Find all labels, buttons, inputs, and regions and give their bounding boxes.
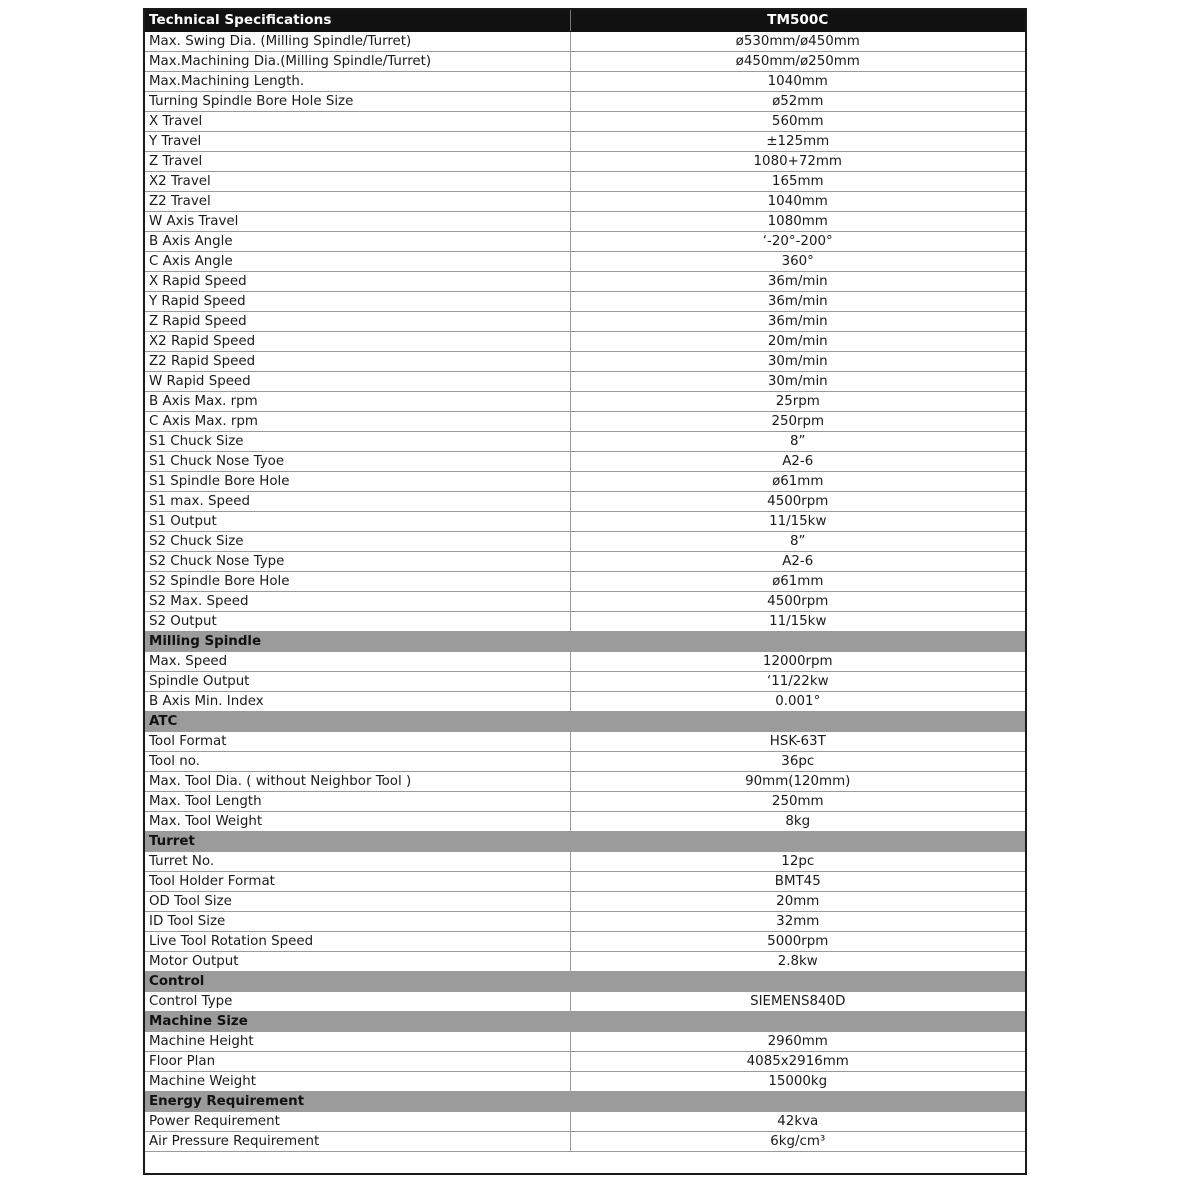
spec-label: Floor Plan — [145, 1052, 570, 1072]
spec-label: B Axis Angle — [145, 232, 570, 252]
spec-value: 25rpm — [570, 392, 1025, 412]
table-row — [145, 1112, 1025, 1132]
spec-value: 2.8kw — [570, 952, 1025, 972]
table-row — [145, 692, 1025, 712]
spec-label: Motor Output — [145, 952, 570, 972]
spec-label: Y Travel — [145, 132, 570, 152]
table-row — [145, 432, 1025, 452]
table-row — [145, 492, 1025, 512]
spec-value: SIEMENS840D — [570, 992, 1025, 1012]
spec-value: 1080mm — [570, 212, 1025, 232]
table-row — [145, 812, 1025, 832]
spec-value: 20m/min — [570, 332, 1025, 352]
spec-label: S2 Chuck Size — [145, 532, 570, 552]
spec-label: Control Type — [145, 992, 570, 1012]
spec-value: 360° — [570, 252, 1025, 272]
spec-label: C Axis Max. rpm — [145, 412, 570, 432]
spec-label: W Axis Travel — [145, 212, 570, 232]
spec-value: BMT45 — [570, 872, 1025, 892]
spec-value: A2-6 — [570, 452, 1025, 472]
section-title: Turret — [145, 832, 570, 852]
section-value-cell — [570, 712, 1025, 732]
spec-label: W Rapid Speed — [145, 372, 570, 392]
section-value-cell — [570, 1012, 1025, 1032]
table-row — [145, 72, 1025, 92]
spec-label: Power Requirement — [145, 1112, 570, 1132]
spec-sheet — [143, 8, 1027, 1175]
spec-label: X Rapid Speed — [145, 272, 570, 292]
table-row — [145, 292, 1025, 312]
section-value-cell — [570, 972, 1025, 992]
spec-value: 0.001° — [570, 692, 1025, 712]
section-header-row — [145, 1012, 1025, 1032]
table-row — [145, 192, 1025, 212]
spec-label: S1 Chuck Size — [145, 432, 570, 452]
spec-value: A2-6 — [570, 552, 1025, 572]
spec-label: Tool no. — [145, 752, 570, 772]
table-row — [145, 932, 1025, 952]
spec-label: Machine Height — [145, 1032, 570, 1052]
table-row — [145, 772, 1025, 792]
table-row — [145, 372, 1025, 392]
spec-value: 20mm — [570, 892, 1025, 912]
spec-label: X Travel — [145, 112, 570, 132]
section-title: Energy Requirement — [145, 1092, 570, 1112]
spec-label: ID Tool Size — [145, 912, 570, 932]
spec-value: 15000kg — [570, 1072, 1025, 1092]
spec-value: 1080+72mm — [570, 152, 1025, 172]
section-value-cell — [570, 832, 1025, 852]
spec-label: OD Tool Size — [145, 892, 570, 912]
table-row — [145, 112, 1025, 132]
spec-label: Max. Tool Length — [145, 792, 570, 812]
table-row — [145, 92, 1025, 112]
table-row — [145, 232, 1025, 252]
section-header-row — [145, 832, 1025, 852]
spec-value: 12000rpm — [570, 652, 1025, 672]
section-header-row — [145, 632, 1025, 652]
section-title: Control — [145, 972, 570, 992]
table-row — [145, 472, 1025, 492]
spec-value: 4500rpm — [570, 492, 1025, 512]
spec-label: Max. Tool Dia. ( without Neighbor Tool ) — [145, 772, 570, 792]
table-row — [145, 752, 1025, 772]
table-row — [145, 912, 1025, 932]
spec-label: Live Tool Rotation Speed — [145, 932, 570, 952]
table-row — [145, 252, 1025, 272]
table-row — [145, 1132, 1025, 1152]
spec-label: S1 max. Speed — [145, 492, 570, 512]
spec-value: 250mm — [570, 792, 1025, 812]
table-row — [145, 172, 1025, 192]
spec-value: 90mm(120mm) — [570, 772, 1025, 792]
spec-value: 4085x2916mm — [570, 1052, 1025, 1072]
spec-label: Spindle Output — [145, 672, 570, 692]
table-row — [145, 792, 1025, 812]
table-row — [145, 732, 1025, 752]
spec-label: B Axis Max. rpm — [145, 392, 570, 412]
table-row — [145, 272, 1025, 292]
spec-label: Max. Tool Weight — [145, 812, 570, 832]
header-model: TM500C — [570, 10, 1025, 32]
section-title: Milling Spindle — [145, 632, 570, 652]
table-row — [145, 352, 1025, 372]
spec-value: 560mm — [570, 112, 1025, 132]
spec-label: C Axis Angle — [145, 252, 570, 272]
spec-value: 36m/min — [570, 272, 1025, 292]
spec-label: Z Rapid Speed — [145, 312, 570, 332]
spec-label: B Axis Min. Index — [145, 692, 570, 712]
spec-label: X2 Travel — [145, 172, 570, 192]
spec-label: Max.Machining Length. — [145, 72, 570, 92]
table-row — [145, 852, 1025, 872]
spec-value: 6kg/cm³ — [570, 1132, 1025, 1152]
spec-label: Air Pressure Requirement — [145, 1132, 570, 1152]
header-label: Technical Specifications — [145, 10, 570, 32]
spec-value: ø52mm — [570, 92, 1025, 112]
spec-label: Turning Spindle Bore Hole Size — [145, 92, 570, 112]
spec-label: Max. Swing Dia. (Milling Spindle/Turret) — [145, 32, 570, 52]
section-value-cell — [570, 1092, 1025, 1112]
spec-value: 8” — [570, 532, 1025, 552]
spec-value: 36m/min — [570, 292, 1025, 312]
table-row — [145, 132, 1025, 152]
table-row — [145, 1032, 1025, 1052]
spec-label: Machine Weight — [145, 1072, 570, 1092]
spec-value: 8kg — [570, 812, 1025, 832]
spec-value: 36m/min — [570, 312, 1025, 332]
spec-value: ‘11/22kw — [570, 672, 1025, 692]
table-row — [145, 892, 1025, 912]
table-header-row — [145, 10, 1025, 32]
table-row — [145, 592, 1025, 612]
table-row — [145, 332, 1025, 352]
spec-value: 30m/min — [570, 372, 1025, 392]
table-row — [145, 652, 1025, 672]
spec-value: 11/15kw — [570, 512, 1025, 532]
section-value-cell — [570, 632, 1025, 652]
spec-value: 250rpm — [570, 412, 1025, 432]
spec-value: 32mm — [570, 912, 1025, 932]
spec-label: Z2 Travel — [145, 192, 570, 212]
table-row — [145, 212, 1025, 232]
table-row — [145, 52, 1025, 72]
spec-table-body — [145, 10, 1025, 1152]
spec-label: Z Travel — [145, 152, 570, 172]
section-title: ATC — [145, 712, 570, 732]
spec-label: Max. Speed — [145, 652, 570, 672]
spec-label: Y Rapid Speed — [145, 292, 570, 312]
table-row — [145, 32, 1025, 52]
table-row — [145, 312, 1025, 332]
spec-value: 1040mm — [570, 72, 1025, 92]
spec-value: ø61mm — [570, 572, 1025, 592]
spec-label: S1 Spindle Bore Hole — [145, 472, 570, 492]
spec-label: S1 Output — [145, 512, 570, 532]
table-row — [145, 452, 1025, 472]
spec-value: 11/15kw — [570, 612, 1025, 632]
spec-value: 30m/min — [570, 352, 1025, 372]
table-row — [145, 152, 1025, 172]
table-row — [145, 992, 1025, 1012]
spec-value: ø450mm/ø250mm — [570, 52, 1025, 72]
spec-label: X2 Rapid Speed — [145, 332, 570, 352]
section-header-row — [145, 1092, 1025, 1112]
table-row — [145, 1052, 1025, 1072]
table-row — [145, 412, 1025, 432]
spec-value: 5000rpm — [570, 932, 1025, 952]
table-row — [145, 532, 1025, 552]
table-row — [145, 1072, 1025, 1092]
spec-label: Max.Machining Dia.(Milling Spindle/Turret) — [145, 52, 570, 72]
section-header-row — [145, 972, 1025, 992]
spec-value: 12pc — [570, 852, 1025, 872]
spec-label: S2 Output — [145, 612, 570, 632]
spec-table — [145, 10, 1025, 1152]
table-row — [145, 612, 1025, 632]
table-row — [145, 552, 1025, 572]
spec-label: Tool Format — [145, 732, 570, 752]
table-row — [145, 392, 1025, 412]
spec-value: ‘-20°-200° — [570, 232, 1025, 252]
spec-value: ø530mm/ø450mm — [570, 32, 1025, 52]
spec-value: 1040mm — [570, 192, 1025, 212]
spec-label: S1 Chuck Nose Tyoe — [145, 452, 570, 472]
table-row — [145, 952, 1025, 972]
table-row — [145, 872, 1025, 892]
spec-label: Tool Holder Format — [145, 872, 570, 892]
table-row — [145, 572, 1025, 592]
spec-label: Turret No. — [145, 852, 570, 872]
section-title: Machine Size — [145, 1012, 570, 1032]
spec-value: 42kva — [570, 1112, 1025, 1132]
table-row — [145, 672, 1025, 692]
spec-value: 2960mm — [570, 1032, 1025, 1052]
section-header-row — [145, 712, 1025, 732]
spec-value: ±125mm — [570, 132, 1025, 152]
spec-label: S2 Max. Speed — [145, 592, 570, 612]
spec-value: 165mm — [570, 172, 1025, 192]
spec-label: Z2 Rapid Speed — [145, 352, 570, 372]
spec-label: S2 Chuck Nose Type — [145, 552, 570, 572]
spec-value: HSK-63T — [570, 732, 1025, 752]
spec-value: 8” — [570, 432, 1025, 452]
spec-value: 36pc — [570, 752, 1025, 772]
spec-value: 4500rpm — [570, 592, 1025, 612]
spec-value: ø61mm — [570, 472, 1025, 492]
table-row — [145, 512, 1025, 532]
spec-label: S2 Spindle Bore Hole — [145, 572, 570, 592]
